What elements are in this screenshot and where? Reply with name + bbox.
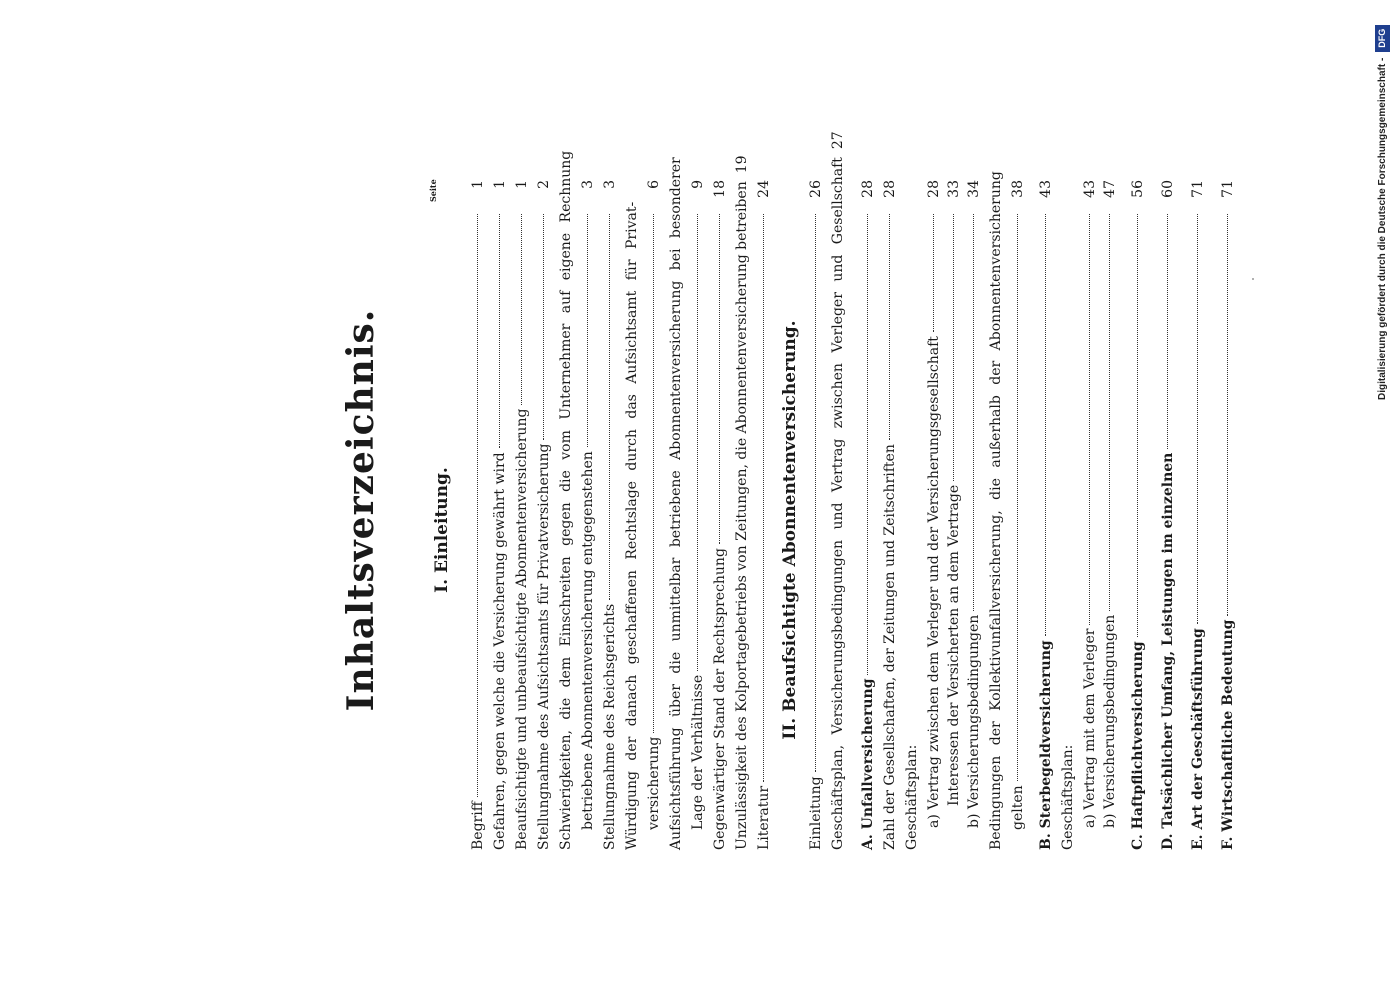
- toc-entry-page: 2: [536, 180, 552, 189]
- toc-entry-page: 26: [808, 180, 824, 198]
- toc-entry-label: Lage der Verhältnisse: [690, 674, 706, 830]
- toc-entry-label: Aufsichtsführung über die unmittelbar betriebene Abonnentenversicherung bei besonderer: [668, 157, 684, 850]
- toc-entry: [1008, 180, 1028, 830]
- section-heading-einleitung: I. Einleitung.: [432, 467, 452, 593]
- toc-entry-page: 56: [1130, 180, 1146, 198]
- toc-entry-label: Geschäftsplan:: [904, 744, 920, 850]
- dot-leader: [521, 214, 522, 405]
- toc-entry-label: Geschäftsplan:: [1060, 744, 1076, 850]
- toc-entry-page: 28: [882, 180, 898, 198]
- toc-entry-page: 71: [1190, 180, 1206, 198]
- toc-entry-page: 1: [470, 180, 486, 189]
- toc-entry: [534, 180, 554, 850]
- dot-leader: [719, 214, 720, 544]
- toc-entry-label: F. Wirtschaftliche Bedeutung: [1220, 619, 1236, 850]
- dot-leader: [815, 214, 816, 772]
- dot-leader: [1197, 214, 1198, 624]
- toc-entry-page: 34: [966, 180, 982, 198]
- toc-entry: [644, 180, 664, 830]
- dot-leader: [973, 214, 974, 611]
- toc-entry: [556, 150, 576, 850]
- toc-entry-label: Schwierigkeiten, die dem Einschreiten gegen die vom Unternehmer auf eigene Rechnung: [558, 150, 574, 850]
- dot-leader: [953, 214, 954, 481]
- toc-entry-label: Gefahren, gegen welche die Versicherung gewährt wird: [492, 452, 508, 850]
- toc-entry: [1128, 180, 1148, 850]
- dot-leader: [1227, 214, 1228, 616]
- toc-entry-label: Bedingungen der Kollektivunfallversicherung, die außerhalb der Abonnentenversicherung: [988, 171, 1004, 850]
- dot-leader: [933, 214, 934, 332]
- toc-entry: [902, 180, 922, 850]
- toc-entry: [468, 180, 488, 850]
- toc-entry: [1218, 180, 1238, 850]
- toc-entry: [1080, 180, 1100, 828]
- toc-entry-label: Begriff: [470, 801, 486, 850]
- toc-entry-label: Zahl der Gesellschaften, der Zeitungen und Zeitschriften: [882, 444, 898, 850]
- dot-leader: [609, 214, 610, 600]
- toc-entry: [880, 180, 900, 850]
- toc-entry: [1058, 180, 1078, 850]
- dot-leader: [1045, 214, 1046, 636]
- toc-entry-label: Literatur: [756, 785, 772, 850]
- dfg-logo-icon: DFG: [1375, 25, 1390, 52]
- digitization-credit: [1374, 20, 1390, 400]
- toc-entry: [1188, 180, 1208, 850]
- toc-entry-label: E. Art der Geschäftsführung: [1190, 628, 1206, 850]
- toc-entry-page: 3: [602, 180, 618, 189]
- toc-entry: [688, 180, 708, 830]
- toc-entry: [710, 180, 730, 850]
- toc-entry-label: Beaufsichtigte und unbeaufsichtigte Abonnentenversicherung: [514, 408, 530, 850]
- toc-entry-page: 19: [734, 155, 750, 174]
- dot-leader: [477, 214, 478, 797]
- toc-entry: [986, 171, 1006, 850]
- dot-leader: [653, 214, 654, 733]
- toc-entry-page: 18: [712, 180, 728, 198]
- toc-entry: [732, 155, 752, 850]
- dot-leader: [587, 214, 588, 447]
- page-title: Inhaltsverzeichnis.: [340, 308, 382, 712]
- toc-entry: [1036, 180, 1056, 850]
- toc-entry-label: b) Versicherungsbedingungen: [1102, 614, 1118, 828]
- toc-entry-label: A. Unfallversicherung: [860, 678, 876, 850]
- seite-column-label: Seite: [428, 179, 438, 202]
- toc-entry-page: 60: [1160, 180, 1176, 198]
- dot-leader: [499, 214, 500, 448]
- toc-entry: [964, 180, 984, 828]
- scan-speck: [1252, 278, 1254, 280]
- toc-entry-page: 1: [514, 180, 530, 189]
- toc-entry-label: Interessen der Versicherten an dem Vertrage: [946, 484, 962, 806]
- toc-entry-label: Gegenwärtiger Stand der Rechtsprechung: [712, 548, 728, 850]
- toc-entry-label: C. Haftpflichtversicherung: [1130, 641, 1146, 850]
- toc-entry: [924, 180, 944, 828]
- toc-entry-page: 38: [1010, 180, 1026, 198]
- toc-entry: [944, 180, 964, 806]
- toc-entry-label: b) Versicherungsbedingungen: [966, 614, 982, 828]
- credit-text: Digitalisierung gefördert durch die Deutsche Forschungsgemeinschaft -: [1376, 57, 1388, 400]
- toc-entry-page: 47: [1102, 180, 1118, 198]
- toc-entry-page: 1: [492, 180, 508, 189]
- dot-leader: [1109, 214, 1110, 611]
- toc-entry: [666, 157, 686, 850]
- toc-entry-label: B. Sterbegeldversicherung: [1038, 640, 1054, 850]
- toc-entry: [754, 180, 774, 850]
- dot-leader: [1089, 214, 1090, 625]
- toc-entry: [828, 131, 848, 850]
- toc-entry-label: Stellungnahme des Aufsichtsamts für Privatversicherung: [536, 443, 552, 850]
- toc-entry-label: gelten: [1010, 785, 1026, 830]
- toc-entry-page: 28: [926, 180, 942, 198]
- toc-entry-page: 28: [860, 180, 876, 198]
- toc-entry-label: Geschäftsplan, Versicherungsbedingungen und Vertrag zwischen Verleger und Gesellschaft: [830, 157, 846, 850]
- toc-entry-label: Stellungnahme des Reichsgerichts: [602, 603, 618, 850]
- toc-entry: [490, 180, 510, 850]
- toc-entry-page: 6: [646, 180, 662, 189]
- toc-entry-label: D. Tatsächlicher Umfang, Leistungen im einzelnen: [1160, 452, 1176, 850]
- toc-entry-page: 43: [1038, 180, 1054, 198]
- toc-entry-page: 24: [756, 180, 772, 198]
- toc-entry: [578, 180, 598, 830]
- dot-leader: [1017, 214, 1018, 781]
- dot-leader: [697, 214, 698, 671]
- dot-leader: [1137, 214, 1138, 637]
- toc-entry: [512, 180, 532, 850]
- dot-leader: [543, 214, 544, 440]
- toc-entry: [622, 180, 642, 850]
- rotated-page: [340, 131, 1260, 850]
- toc-entry-page: 9: [690, 180, 706, 189]
- dot-leader: [889, 214, 890, 440]
- toc-entry-label: Unzulässigkeit des Kolportagebetriebs von Zeitungen, die Abonnentenversicherung betreiben: [734, 181, 750, 850]
- section-heading-beaufsichtigte: II. Beaufsichtigte Abonnentenversicherung.: [780, 320, 800, 740]
- toc-entry-page: 33: [946, 180, 962, 198]
- toc-entry-page: 3: [580, 180, 596, 189]
- toc-entry-page: 27: [830, 131, 846, 150]
- toc-entry: [1158, 180, 1178, 850]
- toc-entry-page: 71: [1220, 180, 1236, 198]
- dot-leader: [867, 214, 868, 675]
- toc-entry-label: versicherung: [646, 736, 662, 830]
- toc-entry: [806, 180, 826, 850]
- toc-entry: [1100, 180, 1120, 828]
- toc-entry-page: 43: [1082, 180, 1098, 198]
- dot-leader: [763, 214, 764, 782]
- dot-leader: [1167, 214, 1168, 449]
- toc-entry-label: a) Vertrag mit dem Verleger: [1082, 628, 1098, 828]
- toc-entry-label: a) Vertrag zwischen dem Verleger und der Versicherungsgesellschaft: [926, 336, 942, 828]
- toc-entry-label: Einleitung: [808, 776, 824, 850]
- toc-entry: [600, 180, 620, 850]
- toc-entry: [858, 180, 878, 850]
- toc-entry-label: Würdigung der danach geschaffenen Rechtslage durch das Aufsichtsamt für Privat-: [624, 201, 640, 850]
- toc-entry-label: betriebene Abonnentenversicherung entgegenstehen: [580, 451, 596, 830]
